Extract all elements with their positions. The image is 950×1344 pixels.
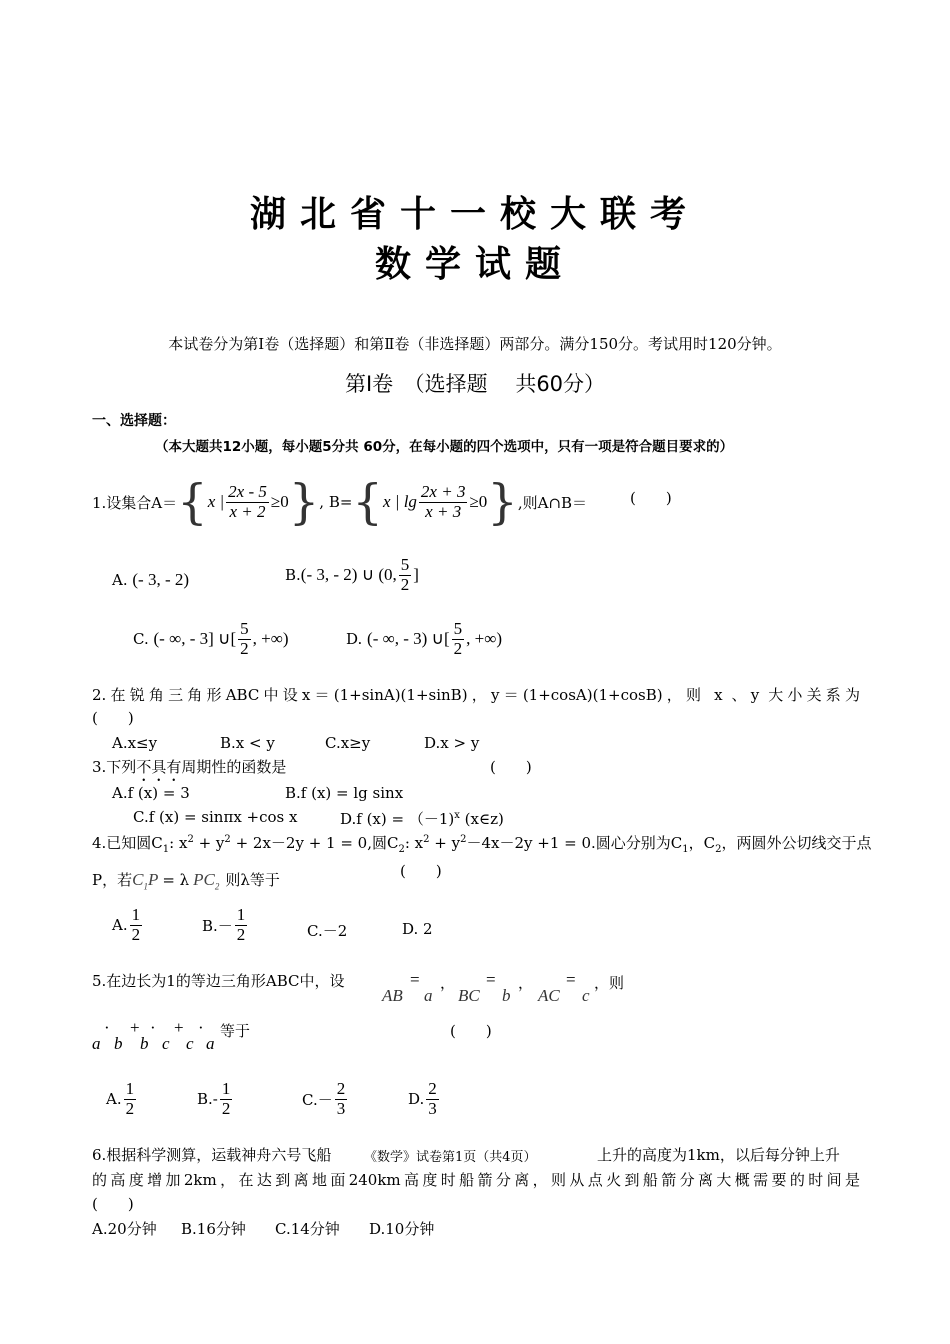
q3-stem-pre: 3.下列 bbox=[92, 758, 137, 776]
q1-option-b bbox=[285, 556, 419, 594]
intro-text: 本试卷分为第Ⅰ卷（选择题）和第Ⅱ卷（非选择题）两部分。满分150分。考试用时120分钟。 bbox=[168, 335, 782, 353]
q1-answer-paren: ( ) bbox=[630, 489, 672, 507]
q4-option-b bbox=[202, 906, 249, 944]
fraction bbox=[452, 620, 465, 658]
option-label: C.－ bbox=[302, 1090, 333, 1109]
q1-setA-rel: ≥0 bbox=[270, 492, 289, 511]
q2-option-c: C.x≥y bbox=[325, 734, 371, 752]
option-label: D. bbox=[408, 1090, 425, 1109]
fraction bbox=[235, 906, 248, 944]
q4-line-1 bbox=[92, 832, 872, 855]
text: 则λ等于 bbox=[225, 871, 280, 889]
denominator: 3 bbox=[336, 1098, 346, 1118]
denominator: 2 bbox=[131, 924, 141, 944]
text: : x bbox=[169, 834, 188, 852]
denominator: 2 bbox=[236, 924, 246, 944]
q6-answer-paren: ( ) bbox=[92, 1195, 134, 1213]
q1-ask: ,则A∩B＝ bbox=[517, 493, 588, 512]
q2-option-a: A.x≤y bbox=[112, 734, 158, 752]
fraction bbox=[399, 556, 412, 594]
q1-setB-num: 2x + 3 bbox=[420, 481, 466, 501]
denominator: 2 bbox=[240, 638, 249, 658]
dot-operator: · bbox=[150, 1018, 156, 1037]
q6-line-2: 的高度增加2km，在达到离地面240km高度时船箭分离，则从点火到船箭分离大概需要的时间是 bbox=[92, 1171, 860, 1189]
q6-option-b: B.16分钟 bbox=[181, 1220, 246, 1238]
q6-line-1-start: 6.根据科学测算，运载神舟六号飞船 bbox=[92, 1146, 332, 1164]
fraction bbox=[426, 1080, 439, 1118]
option-label: A. bbox=[112, 916, 128, 935]
subscript: 2 bbox=[715, 844, 722, 855]
part-heading: 一、选择题： bbox=[92, 413, 176, 429]
fraction bbox=[130, 906, 143, 944]
q1-setA-num: 2x - 5 bbox=[228, 481, 267, 501]
text: －4x－2y +1 = 0.圆心分别为C bbox=[466, 834, 683, 852]
q2-option-d: D.x > y bbox=[424, 734, 480, 752]
q5-stem: 5.在边长为1的等边三角形ABC中，设 bbox=[92, 972, 345, 990]
option-label: A. bbox=[112, 571, 128, 589]
denominator: 3 bbox=[428, 1098, 437, 1118]
option-label: A. bbox=[106, 1090, 122, 1109]
text: 4.已知圆C bbox=[92, 834, 163, 852]
option-value: (- ∞, - 3] ∪[ bbox=[153, 629, 237, 649]
page-footer: 《数学》试卷第1页（共4页） bbox=[360, 1146, 541, 1165]
numerator: 2 bbox=[428, 1079, 437, 1098]
plus-operator: + bbox=[174, 1018, 184, 1037]
numerator: 5 bbox=[453, 619, 463, 638]
q3-stem-post: 周期性的函数是 bbox=[181, 758, 287, 776]
text: ，两圆外公切线交于点 bbox=[721, 834, 872, 852]
vector-ab: AB bbox=[382, 986, 403, 1005]
vector-ac: AC bbox=[538, 986, 560, 1005]
equals-sign: = bbox=[486, 970, 496, 989]
vector-c1p bbox=[132, 870, 158, 891]
vector-c: c bbox=[162, 1034, 170, 1053]
right-brace-icon: } bbox=[487, 474, 518, 530]
q4-option-a bbox=[112, 906, 144, 944]
option-label: C. bbox=[133, 630, 149, 649]
option-value-end: ] bbox=[413, 565, 419, 585]
option-value: D.f (x) = （－1) bbox=[340, 810, 455, 828]
numerator: 5 bbox=[240, 619, 249, 638]
q5-equals-text: 等于 bbox=[220, 1022, 251, 1040]
q6-option-c: C.14分钟 bbox=[275, 1220, 340, 1238]
vector-b: b bbox=[114, 1034, 123, 1053]
vector-bc: BC bbox=[458, 986, 480, 1005]
q1-setA-fraction bbox=[226, 483, 269, 521]
subscript: 1 bbox=[143, 881, 148, 892]
fraction bbox=[124, 1080, 137, 1118]
option-label: D. bbox=[346, 630, 363, 649]
title-line-1: 湖北省十一校大联考 bbox=[249, 194, 700, 235]
plus-operator: + bbox=[130, 1018, 140, 1037]
vector-a: a bbox=[206, 1034, 215, 1053]
q3-option-c: C.f (x) = sinπx +cos x bbox=[133, 808, 298, 826]
q1-stem: 1.设集合A＝ bbox=[92, 493, 178, 512]
fraction bbox=[335, 1080, 348, 1118]
q6-option-d: D.10分钟 bbox=[369, 1220, 435, 1238]
q6-option-a: A.20分钟 bbox=[92, 1220, 157, 1238]
q5-option-c bbox=[302, 1080, 349, 1118]
option-label: B. bbox=[285, 566, 301, 585]
equals-sign: = bbox=[566, 970, 576, 989]
q3-stem-emphasis: 不具有 bbox=[136, 758, 182, 776]
option-value: (- 3, - 2) bbox=[132, 570, 190, 589]
text: + y bbox=[429, 834, 461, 852]
option-value-end: (x∈z) bbox=[459, 810, 504, 828]
q1-option-d bbox=[346, 620, 502, 658]
numerator: 1 bbox=[131, 905, 141, 924]
q5-vector-definitions bbox=[382, 970, 632, 1010]
q4-answer-paren: ( ) bbox=[400, 862, 442, 880]
text: ，C bbox=[688, 834, 716, 852]
denominator: 2 bbox=[400, 574, 410, 594]
dot-operator: · bbox=[198, 1018, 204, 1037]
q5-expression bbox=[92, 1018, 262, 1058]
q3-option-d bbox=[340, 808, 504, 829]
numerator: 1 bbox=[236, 905, 246, 924]
separator: ， bbox=[518, 974, 534, 992]
q4-option-c: C.－2 bbox=[307, 922, 348, 940]
vector-c: c bbox=[582, 986, 590, 1005]
q3-stem bbox=[92, 756, 286, 785]
equals-lambda: = λ bbox=[162, 871, 190, 889]
option-value-end: , +∞) bbox=[466, 629, 503, 649]
denominator: 2 bbox=[453, 638, 463, 658]
vector-b: b bbox=[502, 986, 511, 1005]
q1-setB-den: x + 3 bbox=[425, 501, 462, 521]
equals-sign: = bbox=[410, 970, 420, 989]
q2-answer-paren: ( ) bbox=[92, 709, 134, 727]
subscript: 2 bbox=[398, 844, 405, 855]
q5-then: ，则 bbox=[594, 974, 625, 992]
superscript: 2 bbox=[224, 834, 231, 845]
q1-setA-den: x + 2 bbox=[229, 501, 266, 521]
dot-operator: · bbox=[104, 1018, 110, 1037]
numerator: 1 bbox=[221, 1079, 231, 1098]
q1-setB-rel: ≥0 bbox=[469, 492, 488, 511]
option-label: B.－ bbox=[202, 916, 233, 935]
subscript: 2 bbox=[214, 881, 220, 892]
fraction bbox=[220, 1080, 233, 1118]
q1-option-c bbox=[133, 620, 289, 658]
numerator: 2 bbox=[336, 1079, 346, 1098]
q2-option-b: B.x < y bbox=[220, 734, 275, 752]
requirement-text: （本大题共12小题，每小题5分共 60分，在每小题的四个选项中，只有一项是符合题目要求的） bbox=[155, 439, 734, 455]
q1-option-a bbox=[112, 570, 189, 590]
denominator: 2 bbox=[125, 1098, 135, 1118]
q1-setA-var: x | bbox=[207, 492, 225, 511]
vector-c: c bbox=[186, 1034, 194, 1053]
subscript: 1 bbox=[162, 844, 170, 855]
q3-option-a: A.f (x) = 3 bbox=[112, 784, 190, 802]
text: P，若 bbox=[92, 871, 133, 889]
denominator: 2 bbox=[221, 1098, 231, 1118]
superscript: x bbox=[454, 810, 460, 821]
vector-b: b bbox=[140, 1034, 149, 1053]
q4-option-d: D. 2 bbox=[402, 920, 433, 938]
text: + y bbox=[193, 834, 225, 852]
q6-line-1-end: 上升的高度为1km，以后每分钟上升 bbox=[597, 1146, 840, 1164]
q5-option-b bbox=[197, 1080, 234, 1118]
vector-a: a bbox=[92, 1034, 101, 1053]
q3-answer-paren: ( ) bbox=[490, 758, 532, 776]
vector-pc2 bbox=[193, 870, 219, 891]
superscript: 2 bbox=[423, 834, 430, 845]
superscript: 2 bbox=[460, 834, 467, 845]
q1-setB-fraction bbox=[419, 483, 468, 521]
q5-option-d bbox=[408, 1080, 441, 1118]
section-heading: 第Ⅰ卷 （选择题 共60分） bbox=[344, 372, 606, 396]
text: + 2x－2y + 1 = 0,圆C bbox=[230, 834, 399, 852]
option-value: (- ∞, - 3) ∪[ bbox=[367, 629, 450, 649]
q1-stem-line bbox=[92, 474, 588, 530]
option-value-end: , +∞) bbox=[252, 629, 289, 649]
q2-stem: 2.在锐角三角形ABC中设x＝(1+sinA)(1+sinB)，y＝(1+cosA)(1+cosB)，则 x 、y 大小关系为 bbox=[92, 686, 860, 704]
q3-option-b: B.f (x) = lg sinx bbox=[285, 784, 404, 802]
numerator: 5 bbox=[400, 555, 410, 574]
subscript: 1 bbox=[682, 844, 689, 855]
numerator: 1 bbox=[125, 1079, 135, 1098]
q5-answer-paren: ( ) bbox=[450, 1022, 492, 1040]
vector-a: a bbox=[424, 986, 433, 1005]
left-brace-icon: { bbox=[177, 474, 208, 530]
title-line-2: 数学试题 bbox=[374, 244, 575, 285]
separator: ， bbox=[440, 974, 456, 992]
vector-letter: P bbox=[147, 870, 159, 889]
right-brace-icon: } bbox=[288, 474, 320, 530]
left-brace-icon: { bbox=[352, 474, 383, 530]
superscript: 2 bbox=[187, 834, 194, 845]
q5-option-a bbox=[106, 1080, 138, 1118]
vector-letter: C bbox=[132, 870, 144, 889]
q1-setB-var: x | lg bbox=[382, 492, 417, 511]
vector-letter: PC bbox=[193, 870, 215, 889]
q1-comma-b: , B= bbox=[319, 493, 353, 511]
fraction bbox=[238, 620, 251, 658]
text: : x bbox=[404, 834, 424, 852]
option-label: B.- bbox=[197, 1090, 218, 1109]
q4-line-2 bbox=[92, 860, 280, 891]
option-value: (- 3, - 2) ∪ (0, bbox=[300, 565, 397, 585]
